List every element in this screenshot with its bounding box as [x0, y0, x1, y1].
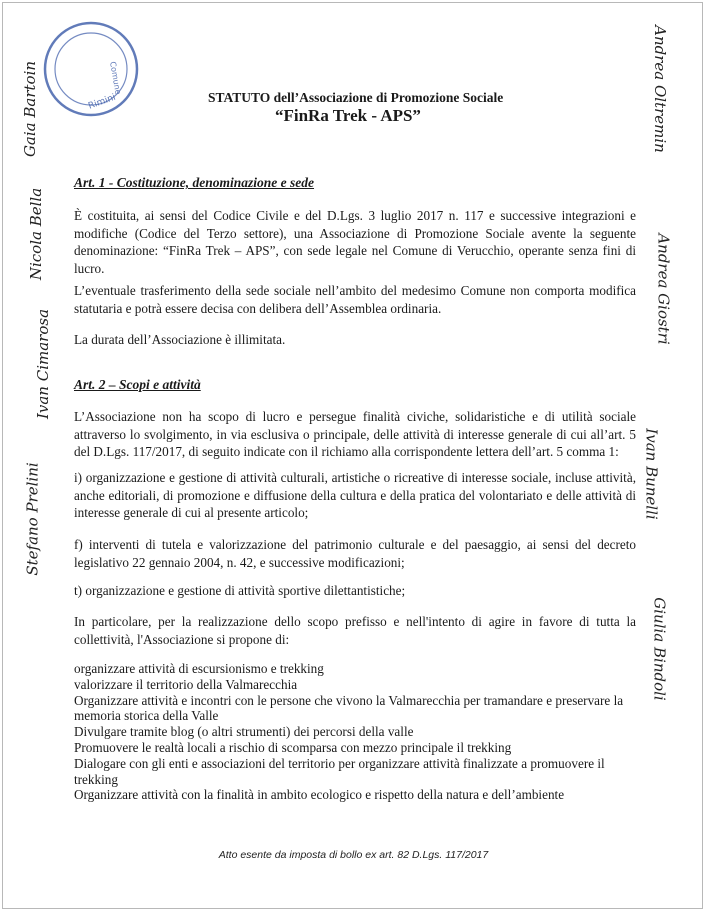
list-item: Promuovere le realtà locali a rischio di scomparsa con mezzo principale il trekking — [74, 739, 512, 755]
svg-text:Rimini: Rimini — [87, 92, 118, 112]
stamp-seal — [40, 18, 142, 120]
association-name: “FinRa Trek - APS” — [275, 106, 421, 125]
signature-right-2: Andrea Giostri — [654, 233, 673, 345]
signature-right-1: Andrea Oltremin — [650, 25, 669, 153]
document-title: STATUTO dell’Associazione di Promozione Sociale — [208, 90, 504, 105]
list-item: Divulgare tramite blog (o altri strumenti) dei percorsi della valle — [74, 724, 414, 740]
art2-paragraph-intro: In particolare, per la realizzazione dello scopo prefisso e nell'intento di agire in favore di tutta la collettività, l'Associazione si propone di: — [74, 614, 636, 647]
signature-right-4: Giulia Bindoli — [650, 597, 669, 701]
list-item: valorizzare il territorio della Valmarecchia — [74, 676, 298, 692]
list-item: Organizzare attività e incontri con le persone che vivono la Valmarecchia per tramandare e preservare la memoria storica della Valle — [74, 692, 624, 724]
list-item: organizzare attività di escursionismo e trekking — [74, 661, 324, 676]
art2-letter-t: t) organizzazione e gestione di attività sportive dilettantistiche; — [74, 583, 406, 598]
signature-left-1: Gaia Bartoin — [21, 60, 40, 158]
art2-letter-f: f) interventi di tutela e valorizzazione del patrimonio culturale e del paesaggio, ai sensi del decreto legislativo 22 gennaio 2004, n. 42, e successive modificazioni; — [74, 537, 636, 570]
svg-text:Comune: Comune — [108, 60, 123, 96]
signature-left-2: Nicola Bella — [27, 187, 46, 281]
signature-right-3: Ivan Bunelli — [642, 428, 661, 520]
art2-paragraph-1: L’Associazione non ha scopo di lucro e persegue finalità civiche, solidaristiche e di utilità sociale attraverso lo svolgimento, in via esclusiva o principale, delle attività di interesse generale di cui all’art. 5 del D.Lgs. 117/2017, di seguito indicate con il richiamo alla corrispondente lettera dell’art. 5 comma 1: — [74, 409, 636, 459]
art1-paragraph-1: È costituita, ai sensi del Codice Civile e del D.Lgs. 3 luglio 2017 n. 117 e successive integrazioni e modifiche (Codice del Terzo settore), una Associazione di Promozione Sociale avente la seguente denominazione: “FinRa Trek – APS”, con sede legale nel Comune di Verucchio, operante senza fini di lucro. — [74, 208, 636, 276]
art1-paragraph-2: L’eventuale trasferimento della sede sociale nell’ambito del medesimo Comune non comporta modifica statutaria e potrà essere decisa con delibera dell’Assemblea ordinaria. — [74, 283, 636, 316]
activities-list — [74, 661, 640, 803]
signature-left-4: Stefano Prelini — [23, 462, 42, 576]
list-item: Organizzare attività con la finalità in ambito ecologico e rispetto della natura e dell’ambiente — [74, 787, 565, 803]
art1-heading: Art. 1 - Costituzione, denominazione e sede — [74, 175, 315, 190]
art2-heading: Art. 2 – Scopi e attività — [74, 377, 201, 392]
list-item: Dialogare con gli enti e associazioni del territorio per organizzare attività finalizzate a promuovere il trekking — [74, 755, 605, 787]
footer-note: Atto esente da imposta di bollo ex art. 82 D.Lgs. 117/2017 — [218, 849, 489, 861]
art2-letter-i: i) organizzazione e gestione di attività culturali, artistiche o ricreative di interesse sociale, incluse attività, anche editoriali, di promozione e diffusione della cultura e della pratica del volontariato e delle attività di interesse generale di cui al presente articolo; — [74, 470, 636, 520]
signature-left-3: Ivan Cimarosa — [34, 308, 53, 420]
art1-paragraph-3: La durata dell’Associazione è illimitata. — [74, 332, 286, 347]
